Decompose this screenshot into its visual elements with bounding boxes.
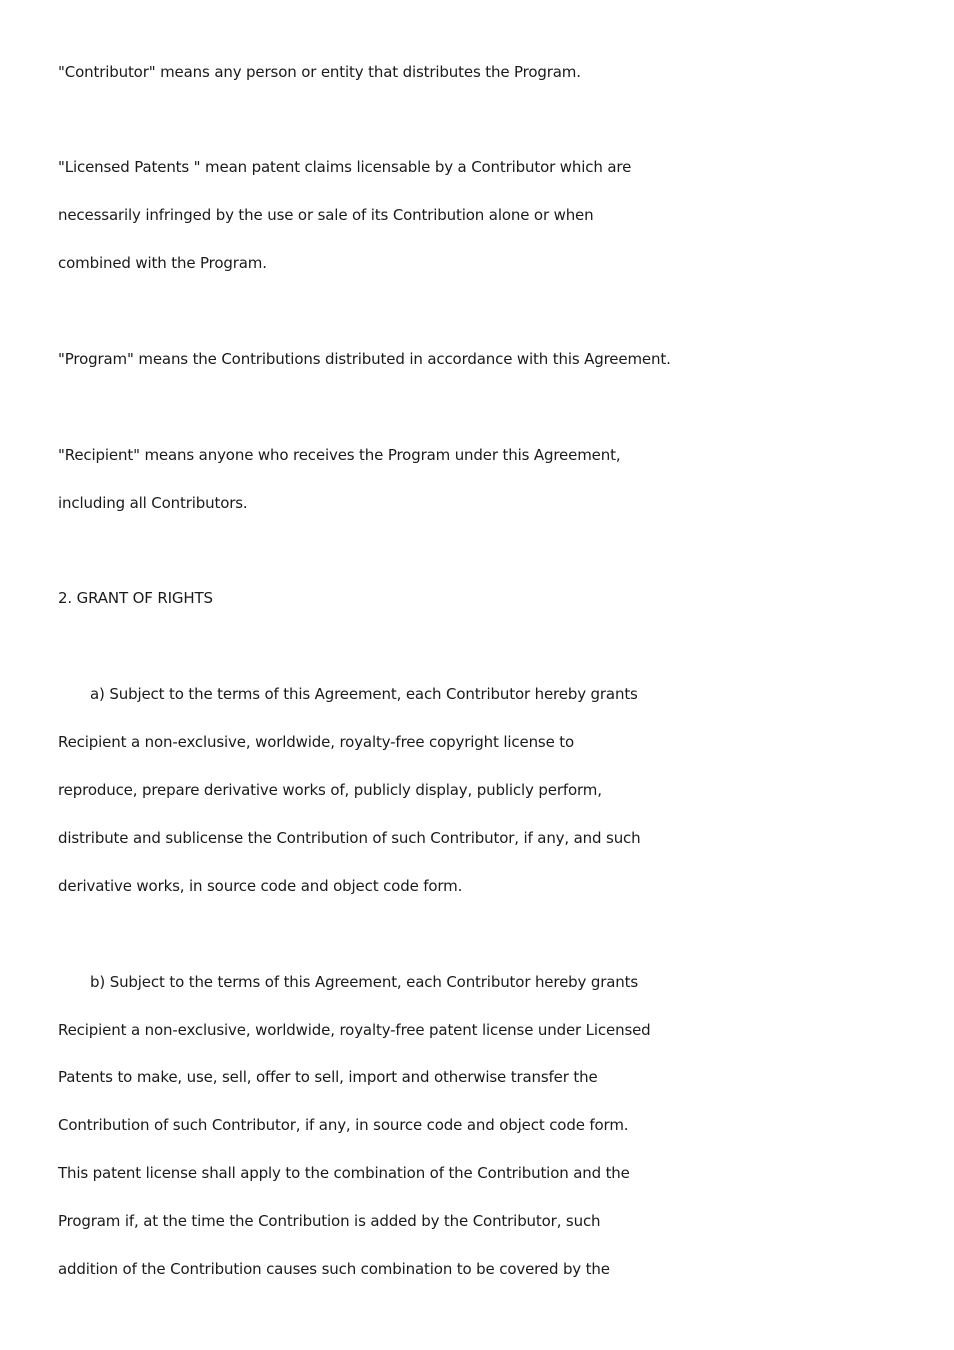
def-program-line: "Program" means the Contributions distributed in accordance with this Agreement. — [58, 350, 671, 368]
def-recipient-line-2: including all Contributors. — [58, 494, 248, 512]
section-heading-grant-of-rights: 2. GRANT OF RIGHTS — [58, 589, 213, 607]
clause-a-line-3: reproduce, prepare derivative works of, publicly display, publicly perform, — [58, 781, 602, 799]
clause-b-line-4: Contribution of such Contributor, if any, in source code and object code form. — [58, 1116, 629, 1134]
clause-a-line-4: distribute and sublicense the Contribution of such Contributor, if any, and such — [58, 829, 641, 847]
clause-a-line-5: derivative works, in source code and object code form. — [58, 877, 463, 895]
def-licensed-patents-line-1: "Licensed Patents " mean patent claims licensable by a Contributor which are — [58, 158, 632, 176]
def-licensed-patents-line-2: necessarily infringed by the use or sale of its Contribution alone or when — [58, 206, 594, 224]
clause-b-line-7: addition of the Contribution causes such combination to be covered by the — [58, 1260, 610, 1278]
clause-b-line-2: Recipient a non-exclusive, worldwide, royalty-free patent license under Licensed — [58, 1021, 651, 1039]
clause-b-line-6: Program if, at the time the Contribution is added by the Contributor, such — [58, 1212, 601, 1230]
clause-a-line-2: Recipient a non-exclusive, worldwide, royalty-free copyright license to — [58, 733, 575, 751]
clause-a-line-1: a) Subject to the terms of this Agreement, each Contributor hereby grants — [90, 685, 638, 703]
clause-b-line-5: This patent license shall apply to the combination of the Contribution and the — [58, 1164, 630, 1182]
clause-b-line-3: Patents to make, use, sell, offer to sell, import and otherwise transfer the — [58, 1068, 598, 1086]
def-licensed-patents-line-3: combined with the Program. — [58, 254, 267, 272]
def-contributor-line: "Contributor" means any person or entity that distributes the Program. — [58, 63, 581, 81]
clause-b-line-1: b) Subject to the terms of this Agreement, each Contributor hereby grants — [90, 973, 639, 991]
def-recipient-line-1: "Recipient" means anyone who receives the Program under this Agreement, — [58, 446, 621, 464]
